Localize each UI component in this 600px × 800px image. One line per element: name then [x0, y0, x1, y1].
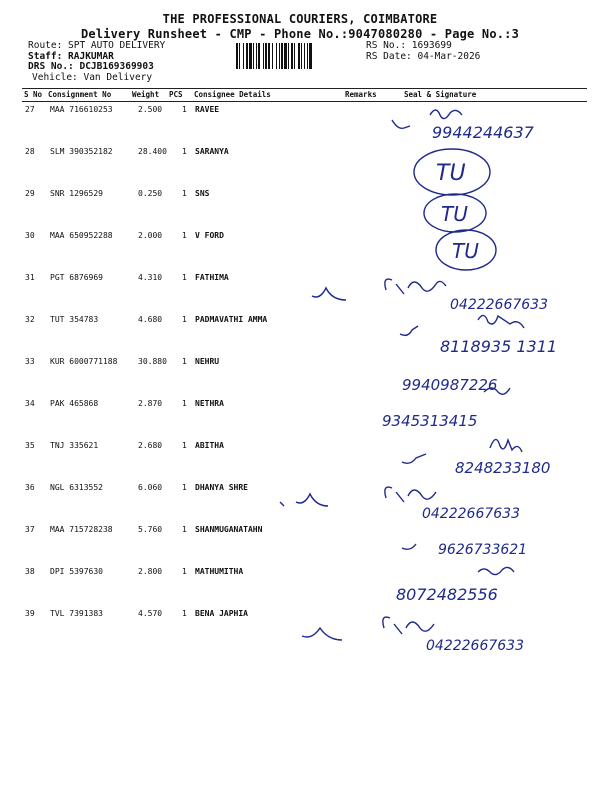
row-sno: 30 [25, 231, 35, 240]
row-weight: 2.000 [138, 231, 163, 240]
table-row [22, 355, 587, 396]
phone-r36: 04222667633 [422, 506, 520, 522]
row-weight: 5.760 [138, 525, 163, 534]
company-title: THE PROFESSIONAL COURIERS, COIMBATORE [162, 12, 438, 26]
runsheet-meta-left [28, 41, 165, 83]
row-pcs: 1 [182, 483, 187, 492]
row-sno: 36 [25, 483, 35, 492]
barcode-bar [253, 43, 254, 69]
table-row [22, 439, 587, 480]
phone-r33: 9940987226 [402, 376, 498, 394]
row-sno: 29 [25, 189, 35, 198]
col-remarks: Remarks [345, 90, 377, 99]
runsheet-meta-right [366, 41, 480, 62]
barcode-bar [258, 43, 260, 69]
row-consignee: BENA JAPHIA [195, 609, 248, 618]
row-consignment: MAA 715728238 [50, 525, 113, 534]
barcode [236, 43, 362, 69]
table-row [22, 229, 587, 270]
row-weight: 2.500 [138, 105, 163, 114]
barcode-bar [263, 43, 264, 69]
row-sno: 33 [25, 357, 35, 366]
row-sno: 37 [25, 525, 35, 534]
barcode-bar [236, 43, 238, 69]
phone-r39: 04222667633 [426, 638, 524, 654]
row-consignment: PAK 465868 [50, 399, 99, 408]
row-pcs: 1 [182, 189, 187, 198]
barcode-bar [246, 43, 248, 69]
col-pcs: PCS [169, 90, 183, 99]
vehicle-line: Vehicle: Van Delivery [32, 71, 153, 83]
row-sno: 38 [25, 567, 35, 576]
barcode-bar [268, 43, 270, 69]
col-seal-signature: Seal & Signature [404, 90, 477, 99]
table-row [22, 481, 587, 522]
staff-line: Staff: RAJKUMAR [28, 50, 114, 62]
row-consignee: SARANYA [195, 147, 229, 156]
row-pcs: 1 [182, 525, 187, 534]
row-consignment: NGL 6313552 [50, 483, 103, 492]
row-sno: 35 [25, 441, 35, 450]
row-sno: 31 [25, 273, 35, 282]
rs-date: RS Date: 04-Mar-2026 [366, 50, 481, 62]
stamp-text: TU [441, 202, 468, 226]
row-consignment: KUR 6000771188 [50, 357, 118, 366]
phone-r32: 8118935 1311 [440, 337, 558, 356]
row-pcs: 1 [182, 147, 187, 156]
row-consignment: DPI 5397630 [50, 567, 103, 576]
row-weight: 28.400 [138, 147, 167, 156]
drs-line: DRS No.: DCJB169369903 [28, 61, 154, 72]
row-weight: 2.870 [138, 399, 163, 408]
phone-r34: 9345313415 [382, 412, 478, 430]
row-pcs: 1 [182, 357, 187, 366]
stamp-text: TU [436, 161, 466, 186]
row-weight: 4.680 [138, 315, 163, 324]
barcode-bar [249, 43, 252, 69]
table-row [22, 607, 587, 648]
row-consignment: MAA 716610253 [50, 105, 113, 114]
row-pcs: 1 [182, 231, 187, 240]
row-consignment: SNR 1296529 [50, 189, 103, 198]
row-consignee: NETHRA [195, 399, 224, 408]
phone-r37: 9626733621 [438, 542, 528, 558]
barcode-bar [298, 43, 300, 69]
row-pcs: 1 [182, 609, 187, 618]
row-pcs: 1 [182, 273, 187, 282]
table-row [22, 187, 587, 228]
row-weight: 4.570 [138, 609, 163, 618]
row-consignment: TUT 354783 [50, 315, 99, 324]
phone-r38: 8072482556 [396, 585, 498, 604]
row-weight: 2.680 [138, 441, 163, 450]
table-header [22, 88, 587, 102]
barcode-bar [284, 43, 287, 69]
row-sno: 39 [25, 609, 35, 618]
row-sno: 32 [25, 315, 35, 324]
row-pcs: 1 [182, 441, 187, 450]
table-row [22, 313, 587, 354]
barcode-bar [239, 43, 240, 69]
route-line: Route: SPT AUTO DELIVERY [28, 40, 166, 51]
row-pcs: 1 [182, 567, 187, 576]
table-row [22, 523, 587, 564]
row-consignment: MAA 650952288 [50, 231, 113, 240]
barcode-bar [291, 43, 293, 69]
row-weight: 2.800 [138, 567, 163, 576]
runsheet-subtitle: Delivery Runsheet - CMP - Phone No.:9047080280 - Page No.:3 [80, 27, 520, 41]
row-consignment: TVL 7391383 [50, 609, 103, 618]
col-consignment: Consignment No [48, 90, 112, 99]
barcode-bar [309, 43, 312, 69]
row-consignee: MATHUMITHA [195, 567, 244, 576]
barcode-bar [307, 43, 308, 69]
row-consignment: SLM 390352182 [50, 147, 113, 156]
row-weight: 0.250 [138, 189, 163, 198]
row-consignee: ABITHA [195, 441, 224, 450]
barcode-bar [304, 43, 305, 69]
table-row [22, 397, 587, 438]
barcode-bar [256, 43, 257, 69]
stamp-text: TU [452, 239, 479, 263]
phone-r27: 9944244637 [432, 123, 534, 142]
col-weight: Weight [132, 90, 160, 99]
row-consignee: SHANMUGANATAHN [195, 525, 263, 534]
row-weight: 6.060 [138, 483, 163, 492]
barcode-bar [265, 43, 267, 69]
barcode-bar [279, 43, 280, 69]
row-weight: 4.310 [138, 273, 163, 282]
table-row [22, 103, 587, 144]
row-sno: 27 [25, 105, 35, 114]
row-consignee: NEHRU [195, 357, 220, 366]
row-consignee: DHANYA SHRE [195, 483, 248, 492]
barcode-bar [243, 43, 244, 69]
table-row [22, 271, 587, 312]
barcode-bar [288, 43, 289, 69]
row-pcs: 1 [182, 315, 187, 324]
barcode-bar [276, 43, 277, 69]
barcode-bar [294, 43, 295, 69]
col-consignee: Consignee Details [194, 90, 271, 99]
phone-r31: 04222667633 [450, 297, 548, 313]
row-consignee: RAVEE [195, 105, 220, 114]
row-sno: 34 [25, 399, 35, 408]
phone-r35: 8248233180 [455, 459, 551, 477]
row-consignee: V FORD [195, 231, 224, 240]
table-row [22, 565, 587, 606]
barcode-bar [272, 43, 273, 69]
row-sno: 28 [25, 147, 35, 156]
col-sno: S No [24, 90, 43, 99]
barcode-bar [281, 43, 283, 69]
row-consignment: TNJ 335621 [50, 441, 99, 450]
row-consignment: PGT 6876969 [50, 273, 103, 282]
row-pcs: 1 [182, 399, 187, 408]
barcode-bar [301, 43, 302, 69]
table-row [22, 145, 587, 186]
rs-number: RS No.: 1693699 [366, 40, 452, 51]
row-pcs: 1 [182, 105, 187, 114]
row-consignee: SNS [195, 189, 210, 198]
row-weight: 30.880 [138, 357, 167, 366]
row-consignee: FATHIMA [195, 273, 229, 282]
row-consignee: PADMAVATHI AMMA [195, 315, 268, 324]
